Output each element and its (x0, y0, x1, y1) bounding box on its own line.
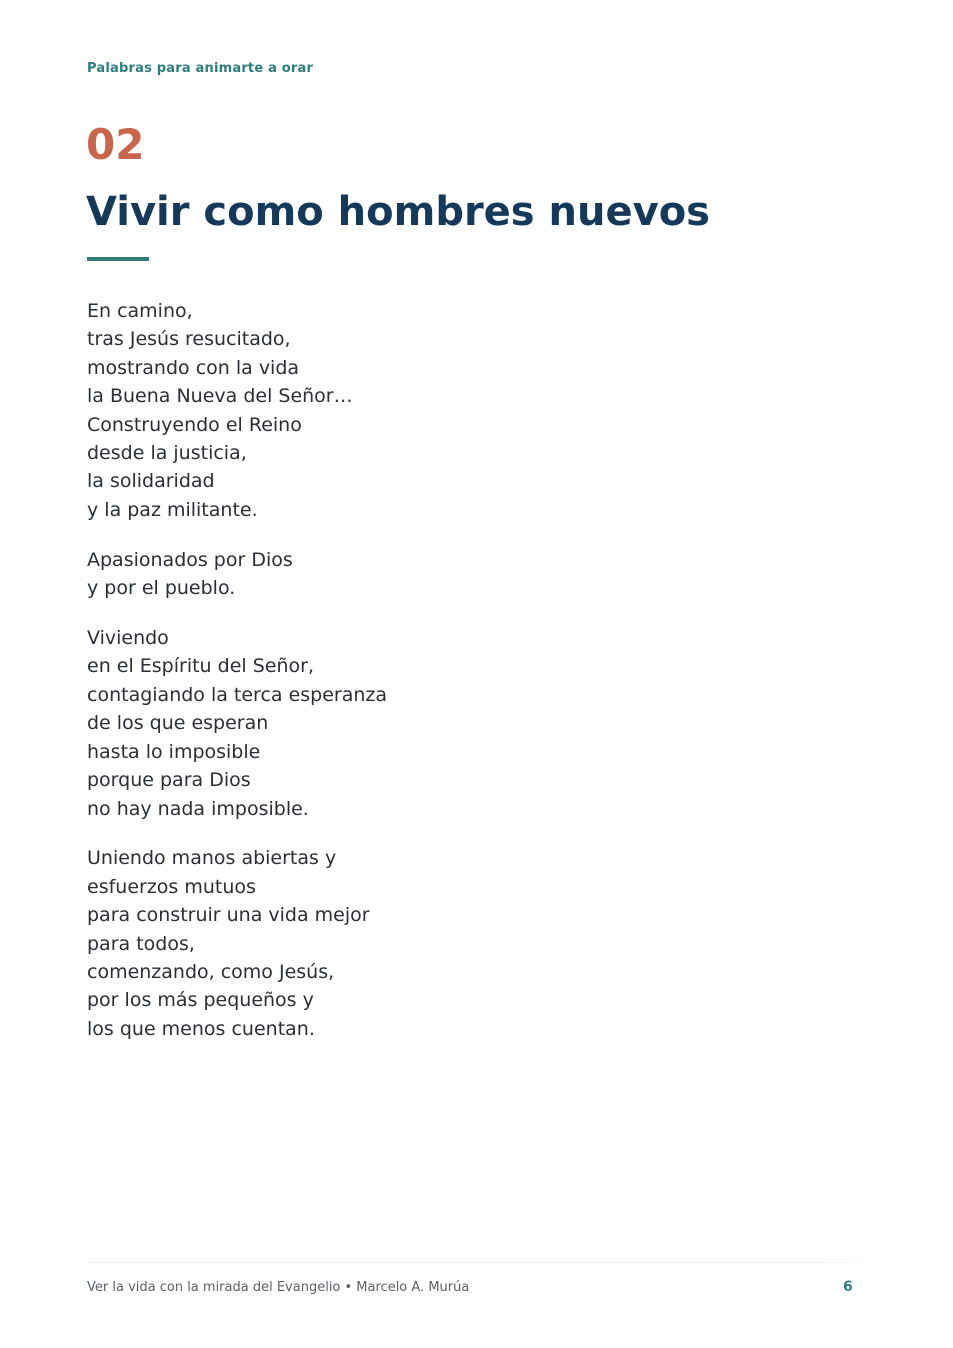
page-number: 6 (843, 1279, 853, 1295)
poem-line: Construyendo el Reino (87, 413, 302, 436)
poem-line: por los más pequeños y (87, 989, 314, 1012)
poem-line: la solidaridad (87, 470, 215, 493)
poem-line: Uniendo manos abiertas y (87, 847, 337, 870)
poem-body (87, 297, 687, 1065)
poem-line: la Buena Nueva del Señor… (87, 385, 353, 408)
poem-line: En camino, (87, 300, 193, 322)
poem-line: mostrando con la vida (87, 356, 300, 379)
poem-line: en el Espíritu del Señor, (87, 655, 314, 678)
poem-stanza (87, 624, 687, 823)
chapter-number: 02 (86, 120, 145, 169)
poem-line: porque para Dios (87, 769, 251, 792)
poem-line: desde la justicia, (87, 442, 247, 465)
running-header-title: Palabras para animarte a orar (87, 61, 314, 76)
poem-line: y por el pueblo. (87, 577, 236, 600)
poem-line: para construir una vida mejor (87, 904, 370, 927)
poem-line: comenzando, como Jesús, (87, 961, 335, 984)
poem-line: los que menos cuentan. (87, 1017, 315, 1040)
footer-divider (87, 1262, 867, 1263)
title-underline-divider (87, 257, 149, 261)
poem-line: y la paz militante. (87, 498, 258, 521)
poem-line: contagiando la terca esperanza (87, 683, 388, 706)
footer-credit: Ver la vida con la mirada del Evangelio • Marcelo A. Murúa (87, 1280, 470, 1295)
poem-line: Apasionados por Dios (87, 548, 293, 571)
chapter-title: Vivir como hombres nuevos (86, 189, 710, 235)
poem-line: de los que esperan (87, 712, 269, 735)
poem-line: no hay nada imposible. (87, 797, 309, 820)
poem-stanza (87, 844, 687, 1043)
poem-stanza (87, 546, 687, 603)
poem-stanza (87, 297, 687, 524)
poem-line: esfuerzos mutuos (87, 875, 256, 898)
poem-line: Viviendo (87, 627, 169, 650)
poem-line: tras Jesús resucitado, (87, 328, 291, 351)
poem-line: para todos, (87, 932, 195, 955)
poem-line: hasta lo imposible (87, 740, 261, 763)
